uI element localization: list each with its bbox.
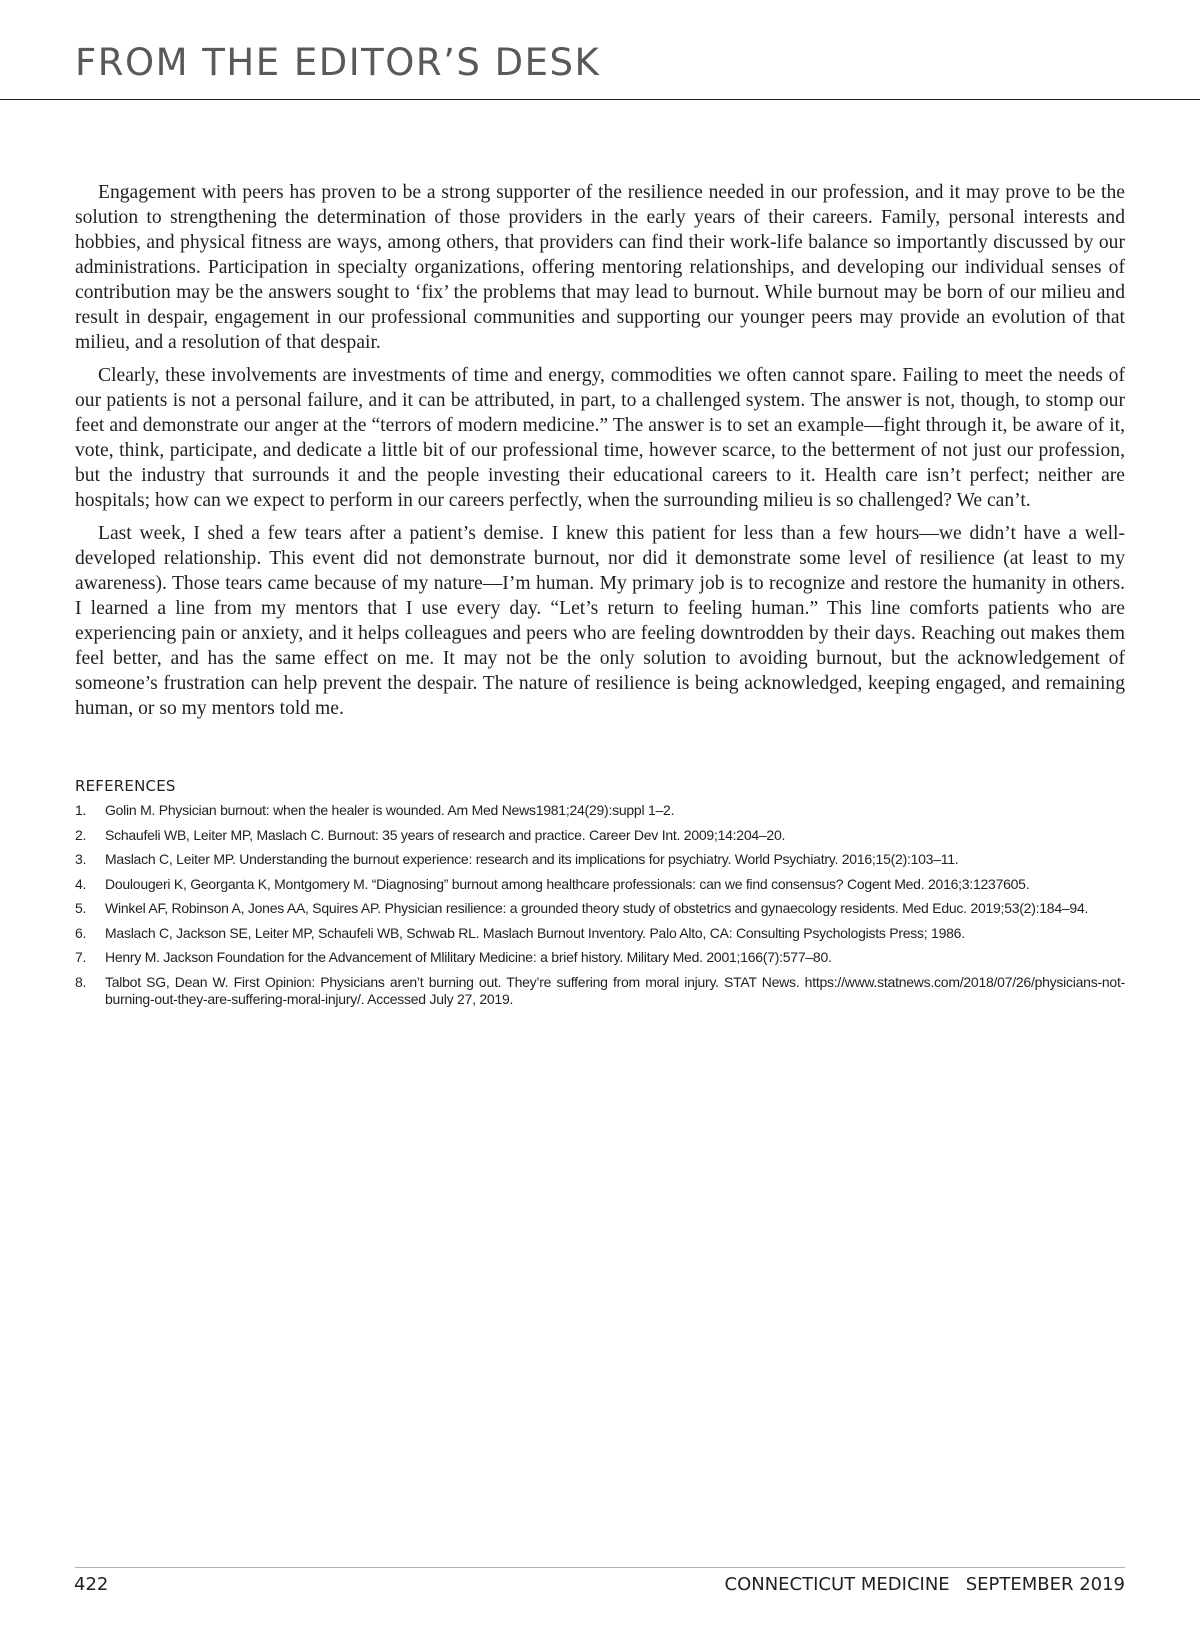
journal-name: CONNECTICUT MEDICINE [724, 1574, 950, 1595]
header-divider [0, 99, 1200, 100]
reference-number: 8. [75, 973, 87, 990]
references-section [75, 777, 1125, 1015]
reference-text: Doulougeri K, Georganta K, Montgomery M. “Diagnosing” burnout among healthcare professionals: can we find consensus? Cogent Med. 2016;3:1237605. [105, 875, 1030, 892]
reference-number: 7. [75, 949, 87, 965]
references-list [75, 802, 1125, 1008]
section-title: FROM THE EDITOR’S DESK [75, 41, 601, 84]
reference-item [75, 851, 1125, 868]
reference-item [75, 974, 1125, 1008]
body-paragraph-2: Clearly, these involvements are investments of time and energy, commodities we often cannot spare. Failing to meet the needs of our patients is not a personal failure, and it can be attributed, in part, to a challenged system. The answer is not, though, to stomp our feet and demonstrate our anger at the “terrors of modern medicine.” The answer is to set an example—fight through it, be aware of it, vote, think, participate, and dedicate a little bit of our professional time, however scarce, to the betterment of not just our profession, but the industry that surrounds it and the people investing their educational careers to it. Health care isn’t perfect; neither are hospitals; how can we expect to perform in our careers perfectly, when the surrounding milieu is so challenged? We can’t. [75, 365, 1125, 511]
reference-item [75, 827, 1125, 844]
reference-number: 2. [75, 826, 87, 843]
reference-item [75, 900, 1125, 917]
body-paragraph-1: Engagement with peers has proven to be a strong supporter of the resilience needed in our profession, and it may prove to be the solution to strengthening the determination of those providers in the early years of their careers. Family, personal interests and hobbies, and physical fitness are ways, among others, that providers can find their work-life balance so importantly discussed by our administrations. Participation in specialty organizations, offering mentoring relationships, and developing our individual senses of contribution may be the answers sought to ‘fix’ the problems that may lead to burnout. While burnout may be born of our milieu and result in despair, engagement in our professional communities and supporting our younger peers may provide an evolution of that milieu, and a resolution of that despair. [75, 182, 1125, 353]
page-number: 422 [74, 1574, 109, 1595]
reference-text: Winkel AF, Robinson A, Jones AA, Squires AP. Physician resilience: a grounded theory study of obstetrics and gynaecology residents. Med Educ. 2019;53(2):184–94. [105, 900, 1089, 916]
reference-item [75, 925, 1125, 942]
reference-item [75, 949, 1125, 966]
footer-divider [75, 1567, 1125, 1568]
reference-number: 4. [75, 875, 87, 892]
body-paragraph-3: Last week, I shed a few tears after a patient’s demise. I knew this patient for less than a few hours—we didn’t have a well-developed relationship. This event did not demonstrate burnout, nor did it demonstrate some level of resilience (at least to my awareness). Those tears came because of my nature—I’m human. My primary job is to recognize and restore the humanity in others. I learned a line from my mentors that I use every day. “Let’s return to feeling human.” This line comforts patients who are experiencing pain or anxiety, and it helps colleagues and peers who are feeling downtrodden by their days. Reaching out makes them feel better, and has the same effect on me. It may not be the only solution to avoiding burnout, but the acknowledgement of someone’s frustration can help prevent the despair. The nature of resilience is being acknowledged, keeping engaged, and remaining human, or so my mentors told me. [75, 523, 1125, 719]
reference-number: 5. [75, 900, 87, 916]
journal-info [725, 1574, 1125, 1595]
reference-item [75, 876, 1125, 893]
reference-text: Schaufeli WB, Leiter MP, Maslach C. Burnout: 35 years of research and practice. Career Dev Int. 2009;14:204–20. [105, 826, 786, 843]
reference-text: Golin M. Physician burnout: when the healer is wounded. Am Med News1981;24(29):suppl 1–2. [105, 802, 675, 818]
references-heading: REFERENCES [75, 777, 176, 795]
reference-item [75, 802, 1125, 819]
reference-text: Maslach C, Leiter MP. Understanding the burnout experience: research and its implications for psychiatry. World Psychiatry. 2016;15(2):103–11. [105, 851, 959, 867]
reference-number: 6. [75, 924, 87, 941]
reference-text: Maslach C, Jackson SE, Leiter MP, Schaufeli WB, Schwab RL. Maslach Burnout Inventory. Palo Alto, CA: Consulting Psychologists Press; 1986. [105, 924, 965, 941]
reference-text: Talbot SG, Dean W. First Opinion: Physicians aren’t burning out. They’re suffering from moral injury. STAT News. https://www.statnews.com/2018/07/26/physicians-not-burning-out-they-are-suffering-moral-injury/. Accessed July 27, 2019. [105, 973, 1125, 1007]
article-body [75, 180, 1125, 729]
reference-number: 3. [75, 851, 87, 867]
journal-issue: SEPTEMBER 2019 [965, 1574, 1125, 1595]
reference-number: 1. [75, 802, 87, 818]
reference-text: Henry M. Jackson Foundation for the Advancement of Mlilitary Medicine: a brief history. Military Med. 2001;166(7):577–80. [105, 949, 832, 965]
